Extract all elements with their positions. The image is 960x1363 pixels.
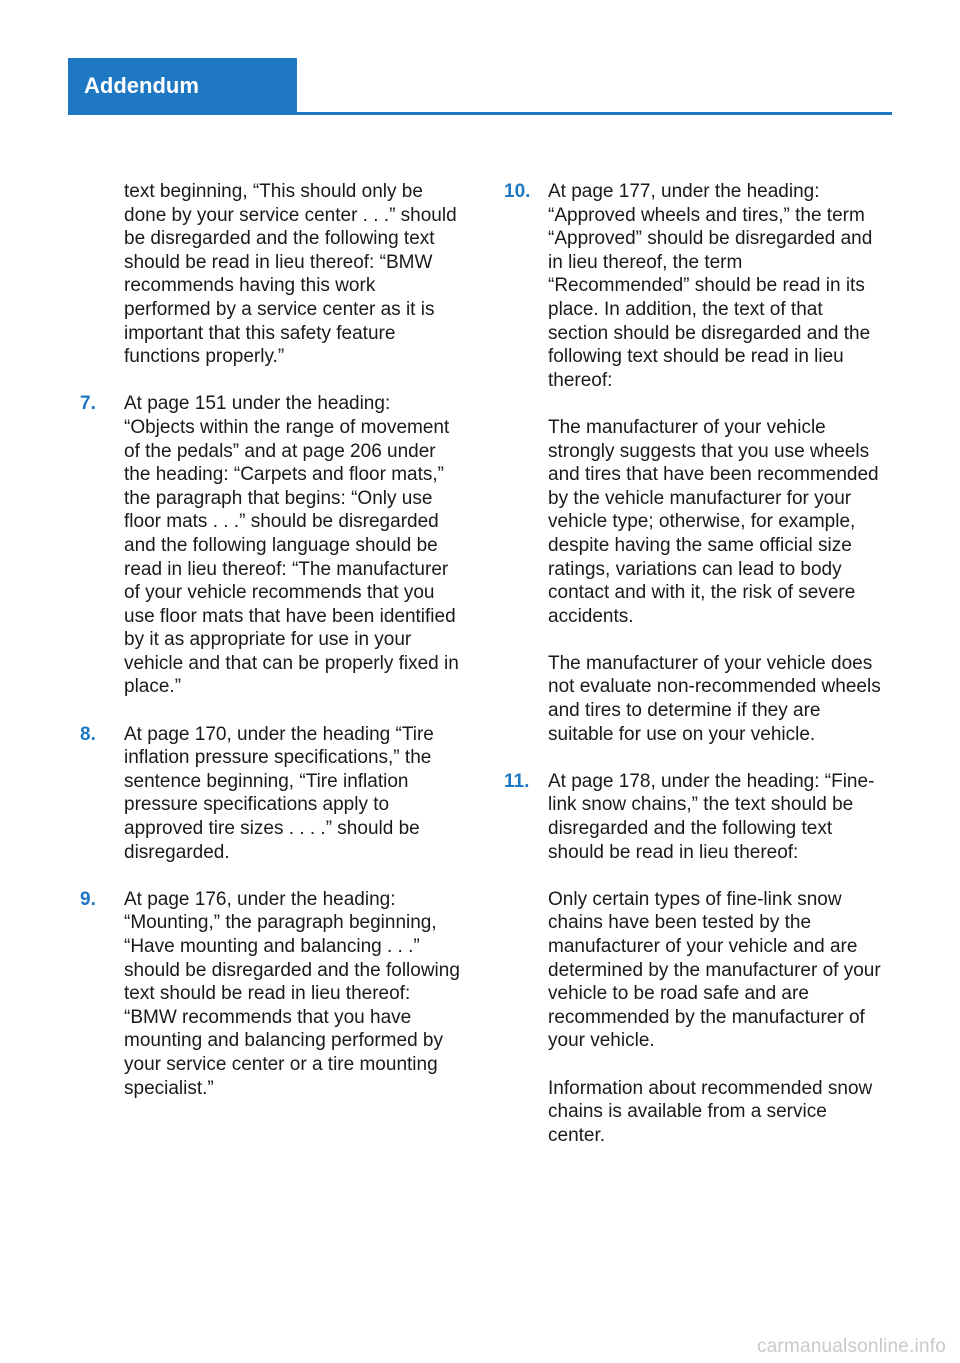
item-number: 9.: [80, 888, 96, 910]
continuation-paragraph: [124, 180, 460, 369]
sub-paragraph-text: Only certain types of fine-link snow chains have been tested by the manufacturer of your vehicle and are determined by the manufacturer of your vehicle to be road safe and are recommended by the manufacturer of your vehicle.: [548, 888, 881, 1052]
left-column: [80, 180, 460, 1124]
section-header-tab: [68, 58, 297, 114]
list-item-10: [504, 180, 888, 392]
site-watermark: carmanualsonline.info: [756, 1336, 946, 1357]
list-item-9: [80, 888, 460, 1100]
item-number: 11.: [504, 770, 530, 792]
continuation-text: text beginning, “This should only be done by your service center . . .” should be disregarded and the following text should be read in lieu thereof: “BMW recommends having this work performed by a service center as it is important that this safety feature functions properly.”: [124, 181, 457, 368]
item-text: At page 177, under the heading: “Approved wheels and tires,” the term “Approved” should be disregarded and in lieu thereof, the term “Recommended” should be read in its place. In addition, the text of that section should be disregarded and the following text should be read in lieu thereof:: [548, 181, 873, 391]
list-item-8: [80, 723, 460, 865]
item-number: 7.: [80, 393, 96, 415]
list-item-7: [80, 392, 460, 699]
sub-paragraph-text: The manufacturer of your vehicle does not evaluate non-recommended wheels and tires to determine if they are suitable for use on your vehicle.: [548, 652, 881, 745]
item-text: At page 176, under the heading: “Mounting,” the paragraph beginning, “Have mounting and balancing . . .” should be disregarded and the following text should be read in lieu thereof: “BMW recommends that you have mounting and balancing performed by your service center or a tire mounting specialist.”: [124, 888, 460, 1099]
sub-paragraph: [548, 416, 888, 628]
sub-paragraph: [548, 1077, 888, 1148]
item-text: At page 178, under the heading: “Fine-link snow chains,” the text should be disregarded and the following text should be read in lieu thereof:: [548, 770, 875, 863]
sub-paragraph-text: The manufacturer of your vehicle strongly suggests that you use wheels and tires that have been recommended by the vehicle manufacturer for your vehicle type; otherwise, for example, despite having the same official size ratings, variations can lead to body contact and with it, the risk of severe accidents.: [548, 416, 879, 627]
item-number: 10.: [504, 181, 531, 202]
right-column: [504, 180, 888, 1147]
item-text: At page 170, under the heading “Tire inflation pressure specifications,” the sentence beginning, “Tire inflation pressure specifications apply to approved tire sizes . . . .” should be disregarded.: [124, 723, 434, 863]
sub-paragraph: [548, 652, 888, 746]
section-title: Addendum: [84, 73, 199, 98]
item-number: 8.: [80, 723, 96, 745]
header-divider: [68, 112, 892, 115]
sub-paragraph-text: Information about recommended snow chains is available from a service center.: [548, 1077, 873, 1146]
sub-paragraph: [548, 888, 888, 1053]
list-item-11: [504, 770, 888, 864]
item-text: At page 151 under the heading: “Objects within the range of movement of the pedals” and at page 206 under the heading: “Carpets and floor mats,” the paragraph that begins: “Only use floor mats . . .” should be disregarded and the following language should be read in lieu thereof: “The manufacturer of your vehicle recommends that you use floor mats that have been identified by it as appropriate for use in your vehicle and that can be properly fixed in place.”: [124, 393, 459, 698]
